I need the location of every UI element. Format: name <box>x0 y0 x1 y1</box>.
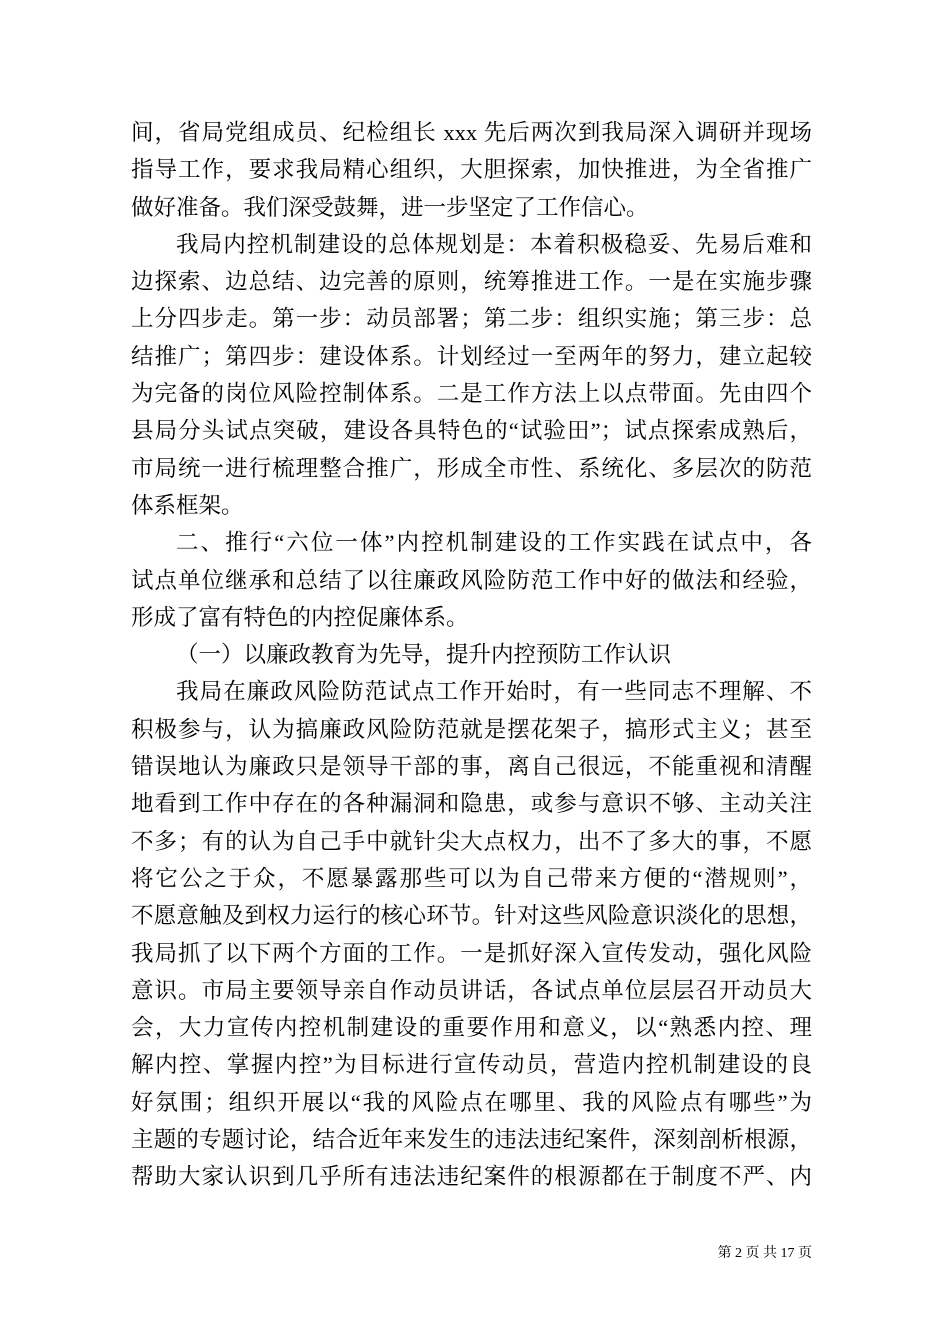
text-line: 不愿意触及到权力运行的核心环节。针对这些风险意识淡化的思想， <box>131 903 812 929</box>
text-line: 将它公之于众，不愿暴露那些可以为自己带来方便的“潜规则”， <box>131 865 812 891</box>
text-line: 好氛围；组织开展以“我的风险点在哪里、我的风险点有哪些”为 <box>131 1089 812 1115</box>
text-line: 我局在廉政风险防范试点工作开始时，有一些同志不理解、不 <box>176 679 812 705</box>
page-number-footer: 第 2 页 共 17 页 <box>717 1246 812 1261</box>
text-line: 边探索、边总结、边完善的原则，统筹推进工作。一是在实施步骤 <box>131 269 812 295</box>
text-line: 形成了富有特色的内控促廉体系。 <box>131 604 469 630</box>
text-line: 解内控、掌握内控”为目标进行宣传动员，营造内控机制建设的良 <box>131 1052 812 1078</box>
text-line: 县局分头试点突破，建设各具特色的“试验田”；试点探索成熟后， <box>131 418 812 444</box>
text-line: 不多；有的认为自己手中就针尖大点权力，出不了多大的事，不愿 <box>131 828 812 854</box>
text-line: 做好准备。我们深受鼓舞，进一步坚定了工作信心。 <box>131 194 649 220</box>
text-line: 试点单位继承和总结了以往廉政风险防范工作中好的做法和经验， <box>131 567 812 593</box>
text-line: 我局内控机制建设的总体规划是：本着积极稳妥、先易后难和 <box>176 231 812 257</box>
text-line: 会，大力宣传内控机制建设的重要作用和意义，以“熟悉内控、理 <box>131 1015 812 1041</box>
text-line: 我局抓了以下两个方面的工作。一是抓好深入宣传发动，强化风险 <box>131 940 812 966</box>
text-line: 帮助大家认识到几乎所有违法违纪案件的根源都在于制度不严、内 <box>131 1164 812 1190</box>
text-line: 体系框架。 <box>131 492 244 518</box>
text-line: 结推广；第四步：建设体系。计划经过一至两年的努力，建立起较 <box>131 343 812 369</box>
text-line: 错误地认为廉政只是领导干部的事，离自己很远，不能重视和清醒 <box>131 754 812 780</box>
text-line: 主题的专题讨论，结合近年来发生的违法违纪案件，深刻剖析根源， <box>131 1127 812 1153</box>
text-line: 间，省局党组成员、纪检组长 xxx 先后两次到我局深入调研并现场 <box>131 120 812 145</box>
text-line: 二、推行“六位一体”内控机制建设的工作实践在试点中，各 <box>176 530 812 556</box>
text-line: 上分四步走。第一步：动员部署；第二步：组织实施；第三步：总 <box>131 306 812 332</box>
text-line: 为完备的岗位风险控制体系。二是工作方法上以点带面。先由四个 <box>131 381 812 407</box>
text-line: 意识。市局主要领导亲自作动员讲话，各试点单位层层召开动员大 <box>131 977 812 1003</box>
text-line: 指导工作，要求我局精心组织，大胆探索，加快推进，为全省推广 <box>131 157 812 183</box>
text-line: 市局统一进行梳理整合推广，形成全市性、系统化、多层次的防范 <box>131 455 812 481</box>
text-line: 积极参与，认为搞廉政风险防范就是摆花架子，搞形式主义；甚至 <box>131 716 812 742</box>
text-lines <box>131 114 812 1196</box>
text-line: 地看到工作中存在的各种漏洞和隐患，或参与意识不够、主动关注 <box>131 791 812 817</box>
text-line: （一）以廉政教育为先导，提升内控预防工作认识 <box>176 642 672 668</box>
